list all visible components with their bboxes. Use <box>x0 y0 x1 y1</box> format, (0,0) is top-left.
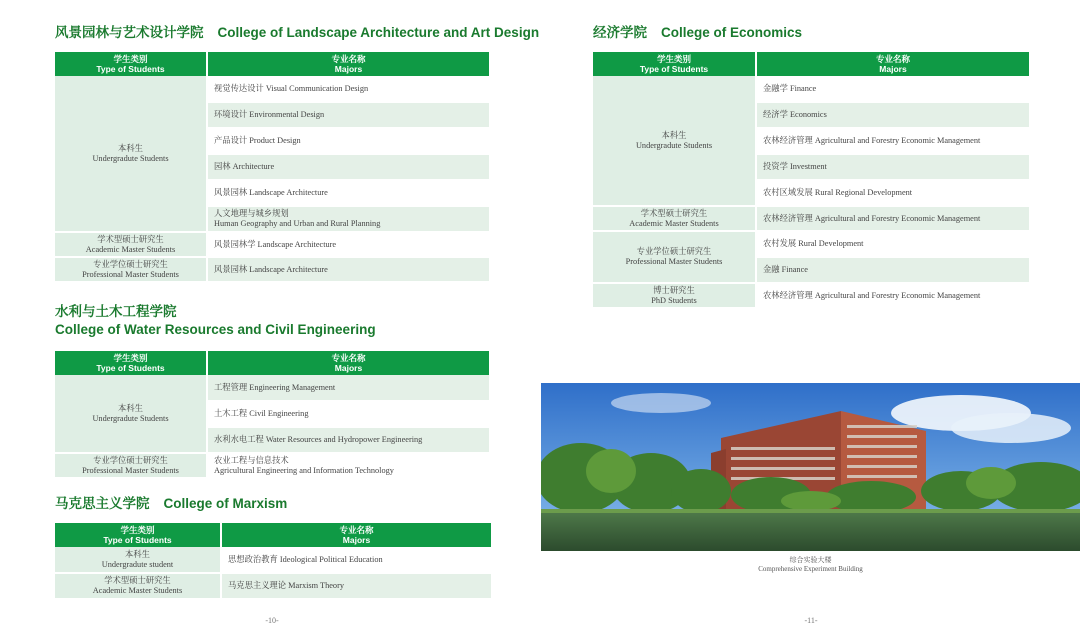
economics-table <box>593 52 1029 309</box>
student-type-cell: 本科生 Undergradute Students <box>55 375 207 453</box>
student-type-cell: 本科生 Undergradute Students <box>593 76 756 206</box>
major-cell: 风景园林 Landscape Architecture <box>207 180 489 206</box>
major-cell: 投资学 Investment <box>756 154 1029 180</box>
major-cell: 农村发展 Rural Development <box>756 231 1029 257</box>
page-number-left: -10- <box>265 616 279 625</box>
header-major-cell: 专业名称 Majors <box>207 351 489 375</box>
major-cell: 思想政治教育 Ideological Political Education <box>221 547 491 573</box>
landscape-college-title <box>55 24 539 42</box>
major-cell: 农业工程与信息技术 Agricultural Engineering and Information Technology <box>207 453 489 478</box>
header-type-cell: 学生类别 Type of Students <box>55 351 207 375</box>
major-cell: 土木工程 Civil Engineering <box>207 401 489 427</box>
campus-building-photo <box>541 383 1080 551</box>
major-cell: 金融学 Finance <box>756 76 1029 102</box>
student-type-cell: 本科生 Undergradute Students <box>55 76 207 232</box>
header-type-cell: 学生类别 Type of Students <box>55 523 221 547</box>
economics-college-title <box>593 24 802 42</box>
water-table <box>55 351 489 479</box>
major-cell: 风景园林学 Landscape Architecture <box>207 232 489 257</box>
major-cell: 产品设计 Product Design <box>207 128 489 154</box>
water-title-cn: 水利与土木工程学院 <box>55 304 177 319</box>
header-type-cell: 学生类别 Type of Students <box>55 52 207 76</box>
marxism-table <box>55 523 491 600</box>
major-cell: 农林经济管理 Agricultural and Forestry Economic Management <box>756 283 1029 308</box>
marxism-title-en: College of Marxism <box>163 496 288 511</box>
student-type-cell: 学术型硕士研究生 Academic Master Students <box>55 573 221 599</box>
economics-title-cn: 经济学院 <box>593 25 647 40</box>
header-major-cell: 专业名称 Majors <box>221 523 491 547</box>
header-type-cell: 学生类别 Type of Students <box>593 52 756 76</box>
major-cell: 园林 Architecture <box>207 154 489 180</box>
water-title-en: College of Water Resources and Civil Engineering <box>55 322 376 337</box>
student-type-cell: 专业学位硕士研究生 Professional Master Students <box>593 231 756 283</box>
major-cell: 环境设计 Environmental Design <box>207 102 489 128</box>
marxism-title-cn: 马克思主义学院 <box>55 496 150 511</box>
major-cell: 水利水电工程 Water Resources and Hydropower Engineering <box>207 427 489 453</box>
landscape-title-cn: 风景园林与艺术设计学院 <box>55 25 204 40</box>
student-type-cell: 本科生 Undergradute student <box>55 547 221 573</box>
student-type-cell: 学术型硕士研究生 Academic Master Students <box>593 206 756 231</box>
photo-caption-en: Comprehensive Experiment Building <box>758 565 863 573</box>
major-cell: 农林经济管理 Agricultural and Forestry Economic Management <box>756 206 1029 231</box>
student-type-cell: 专业学位硕士研究生 Professional Master Students <box>55 257 207 282</box>
marxism-college-title <box>55 495 287 513</box>
landscape-table <box>55 52 489 283</box>
major-cell: 人文地理与城乡规划 Human Geography and Urban and Rural Planning <box>207 206 489 232</box>
major-cell: 金融 Finance <box>756 257 1029 283</box>
major-cell: 农林经济管理 Agricultural and Forestry Economic Management <box>756 128 1029 154</box>
photo-caption-cn: 综合实验大楼 <box>789 556 832 564</box>
major-cell: 风景园林 Landscape Architecture <box>207 257 489 282</box>
student-type-cell: 博士研究生 PhD Students <box>593 283 756 308</box>
water-college-title <box>55 303 376 339</box>
economics-title-en: College of Economics <box>661 25 803 40</box>
student-type-cell: 专业学位硕士研究生 Professional Master Students <box>55 453 207 478</box>
header-major-cell: 专业名称 Majors <box>756 52 1029 76</box>
major-cell: 工程管理 Engineering Management <box>207 375 489 401</box>
major-cell: 视觉传达设计 Visual Communication Design <box>207 76 489 102</box>
student-type-cell: 学术型硕士研究生 Academic Master Students <box>55 232 207 257</box>
major-cell: 经济学 Economics <box>756 102 1029 128</box>
header-major-cell: 专业名称 Majors <box>207 52 489 76</box>
page-number-right: -11- <box>804 616 818 625</box>
landscape-title-en: College of Landscape Architecture and Art Design <box>217 25 540 40</box>
major-cell: 马克思主义理论 Marxism Theory <box>221 573 491 599</box>
major-cell: 农村区域发展 Rural Regional Development <box>756 180 1029 206</box>
